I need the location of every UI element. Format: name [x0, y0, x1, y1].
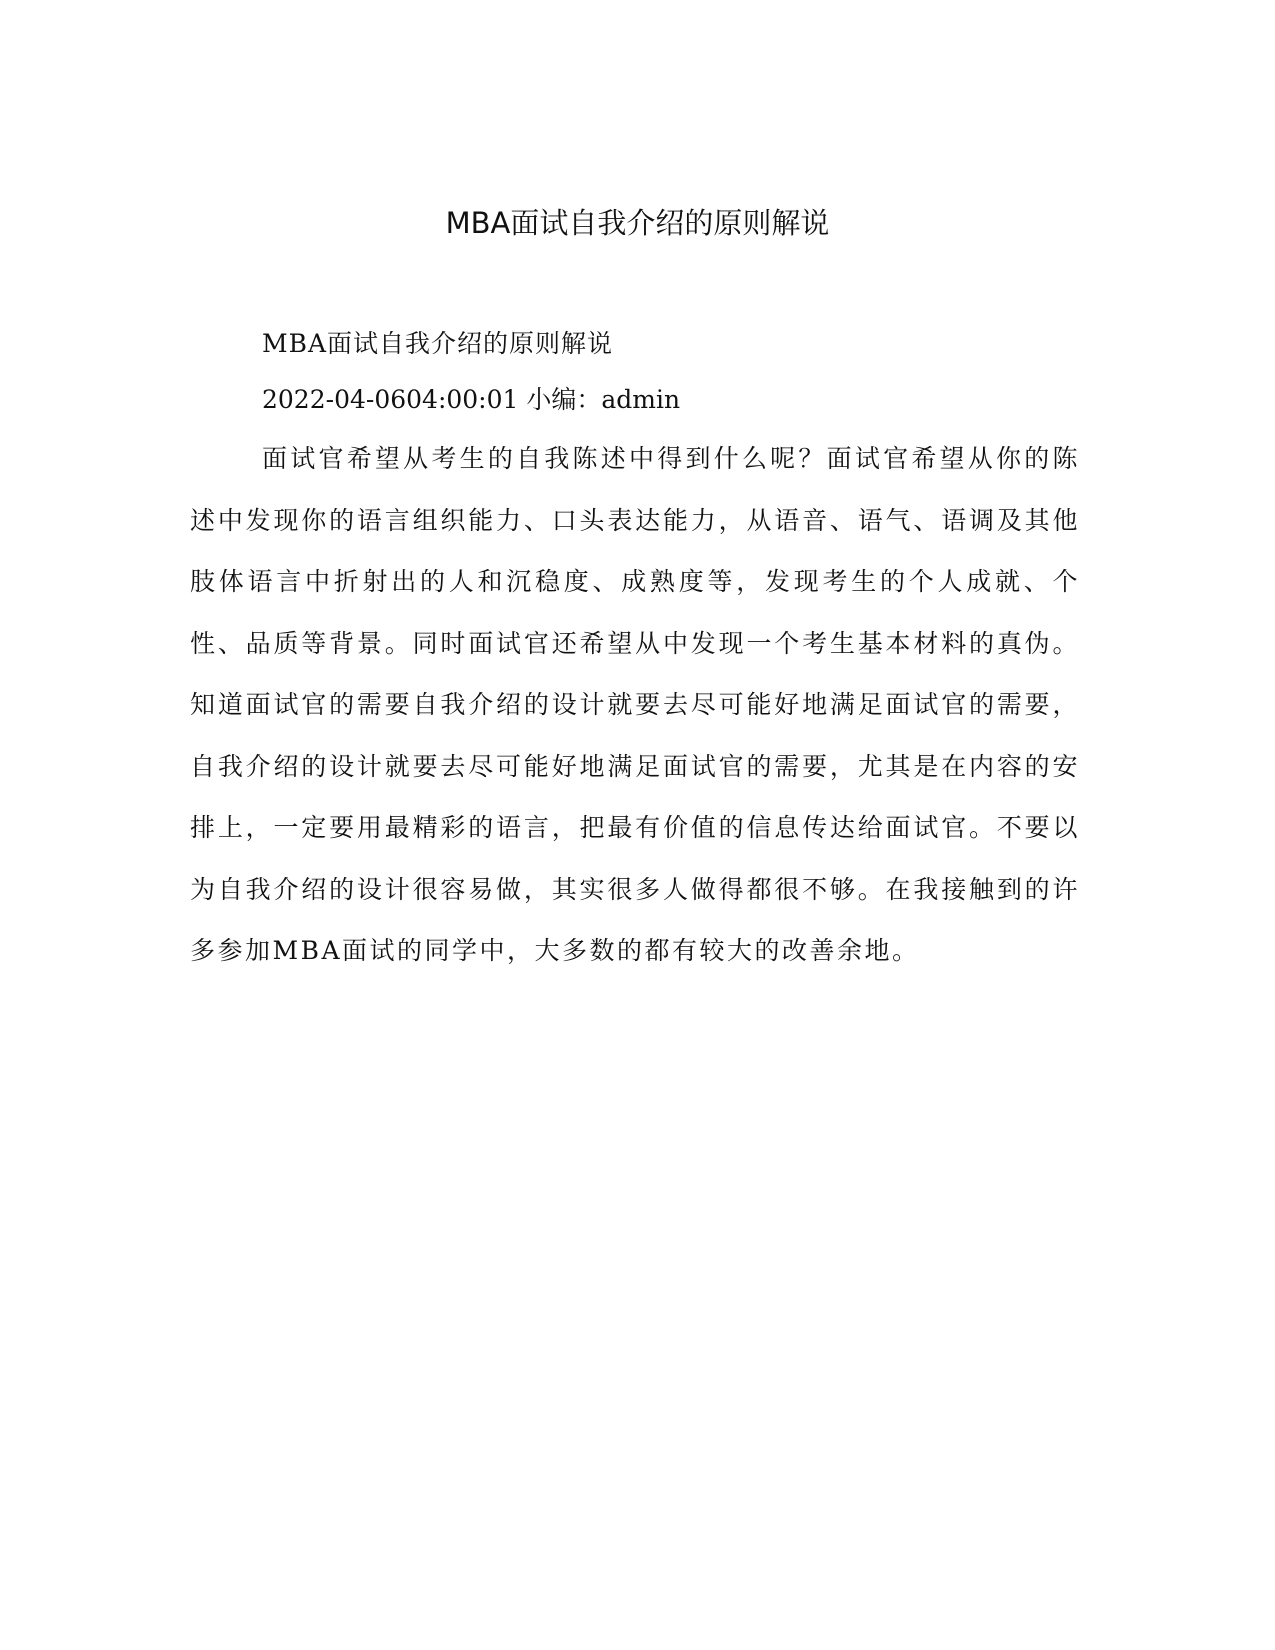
article-subtitle: MBA面试自我介绍的原则解说 — [262, 329, 614, 358]
document-body — [190, 316, 1080, 982]
article-meta: 2022-04-0604:00:01 小编：admin — [262, 385, 681, 414]
document-title: MBA面试自我介绍的原则解说 — [445, 206, 830, 240]
article-paragraph: 面试官希望从考生的自我陈述中得到什么呢？面试官希望从你的陈述中发现你的语言组织能力、口头表达能力，从语音、语气、语调及其他肢体语言中折射出的人和沉稳度、成熟度等，发现考生的个人成就、个性、品质等背景。同时面试官还希望从中发现一个考生基本材料的真伪。知道面试官的需要自我介绍的设计就要去尽可能好地满足面试官的需要，自我介绍的设计就要去尽可能好地满足面试官的需要，尤其是在内容的安排上，一定要用最精彩的语言，把最有价值的信息传达给面试官。不要以为自我介绍的设计很容易做，其实很多人做得都很不够。在我接触到的许多参加MBA面试的同学中，大多数的都有较大的改善余地。 — [190, 444, 1080, 965]
